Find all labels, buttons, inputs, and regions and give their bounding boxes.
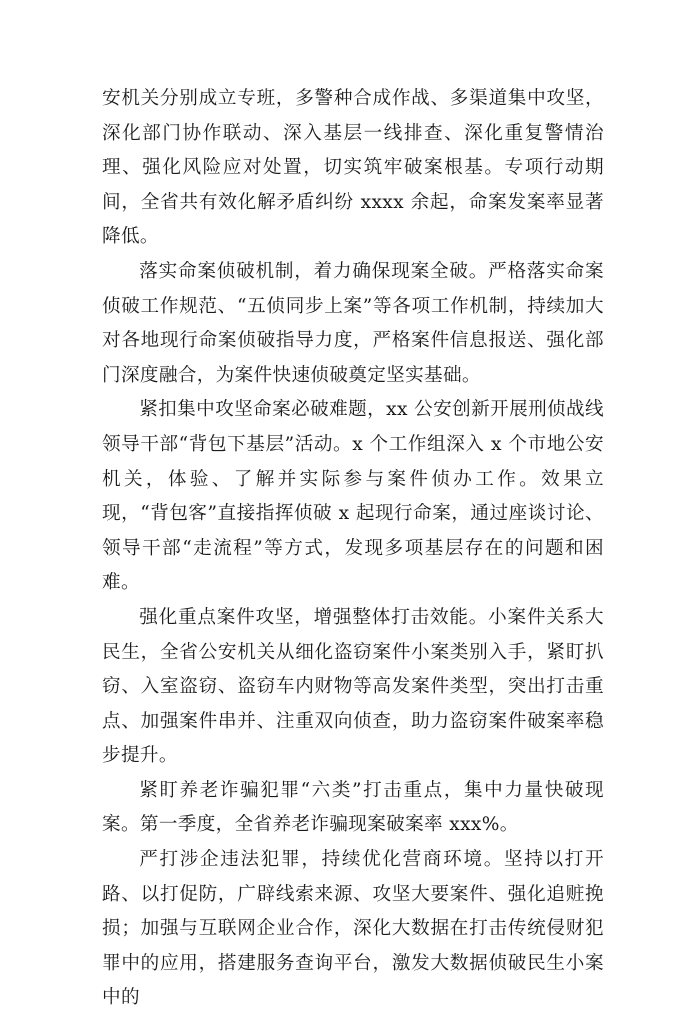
- body-text: [102, 82, 604, 1016]
- paragraph-elderly-fraud: 紧盯养老诈骗犯罪“六类”打击重点，集中力量快破现案。第一季度，全省养老诈骗现案破案率 xxx%。: [102, 779, 604, 836]
- paragraph-backpack-activity: 紧扣集中攻坚命案必破难题，xx 公安创新开展刑侦战线领导干部“背包下基层”活动。x 个工作组深入 x 个市地公安机关，体验、了解并实际参与案件侦办工作。效果立现，“背包客”直接指挥侦破 x 起现行命案，通过座谈讨论、领导干部“走流程”等方式，发现多项基层存在的问题和困难。: [102, 399, 604, 594]
- paragraph-continuation: 安机关分别成立专班，多警种合成作战、多渠道集中攻坚，深化部门协作联动、深入基层一线排查、深化重复警情治理、强化风险应对处置，切实筑牢破案根基。专项行动期间，全省共有效化解矛盾纠纷 xxxx 余起，命案发案率显著降低。: [102, 88, 604, 248]
- paragraph-homicide-mechanism: 落实命案侦破机制，着力确保现案全破。严格落实命案侦破工作规范、“五侦同步上案”等各项工作机制，持续加大对各地现行命案侦破指导力度，严格案件信息报送、强化部门深度融合，为案件快速侦破奠定坚实基础。: [102, 260, 604, 386]
- paragraph-key-cases: 强化重点案件攻坚，增强整体打击效能。小案件关系大民生，全省公安机关从细化盗窃案件小案类别入手，紧盯扒窃、入室盗窃、盗窃车内财物等高发案件类型，突出打击重点、加强案件串并、注重双向侦查，助力盗窃案件破案率稳步提升。: [102, 606, 604, 767]
- paragraph-enterprise-crime: 严打涉企违法犯罪，持续优化营商环境。坚持以打开路、以打促防，广辟线索来源、攻坚大要案件、强化追赃挽损；加强与互联网企业合作，深化大数据在打击传统侵财犯罪中的应用，搭建服务查询平台，激发大数据侦破民生小案中的: [102, 849, 604, 1009]
